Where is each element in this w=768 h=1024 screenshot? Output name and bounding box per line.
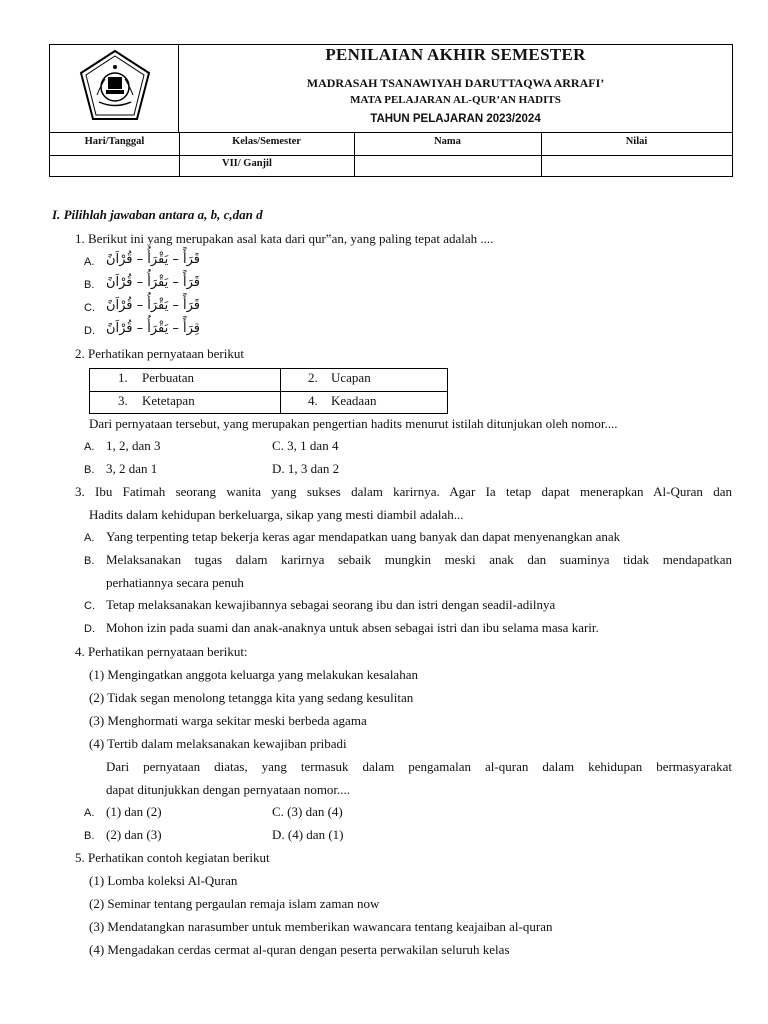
school-name: MADRASAH TSANAWIYAH DARUTTAQWA ARRAFI’ (306, 76, 605, 90)
q2-option-a: 1, 2, dan 3 (106, 438, 161, 453)
q5-item-4: (4) Mengadakan cerdas cermat al-quran dengan peserta perwakilan seluruh kelas (89, 942, 510, 957)
question-3-line-1: 3. Ibu Fatimah seorang wanita yang sukses dalam karirnya. Agar Ia tetap dapat menerapkan Al-Quran dan (75, 484, 732, 499)
q3-option-c: Tetap melaksanakan kewajibannya sebagai seorang ibu dan istri dengan seadil-adilnya (106, 597, 556, 612)
q2-letter-a: A. (84, 441, 95, 453)
class-value: VII/ Ganjil (222, 158, 272, 169)
q2-letter-b: B. (84, 464, 95, 476)
question-2-prompt: Dari pernyataan tersebut, yang merupakan pengertian hadits menurut istilah ditunjukan oleh nomor.... (89, 416, 618, 431)
q3-letter-d: D. (84, 623, 95, 635)
col-class-header: Kelas/Semester (232, 136, 301, 147)
q5-item-1: (1) Lomba koleksi Al-Quran (89, 873, 238, 888)
q5-item-2: (2) Seminar tentang pergaulan remaja islam zaman now (89, 896, 380, 911)
q4-option-c: C. (3) dan (4) (272, 804, 343, 819)
q3-option-b-cont: perhatiannya secara penuh (106, 575, 244, 590)
q1-option-d: قِرَأً – يَقْرَأُ – قُرْاَنً (105, 321, 200, 336)
q3-letter-c: C. (84, 600, 95, 612)
q2-option-d: D. 1, 3 dan 2 (272, 461, 340, 476)
q4-letter-b: B. (84, 830, 95, 842)
stmt-2-num: 2. (308, 370, 318, 385)
col-score-header: Nilai (625, 136, 648, 147)
section-number: I. (52, 207, 61, 222)
section-title (52, 207, 263, 223)
q3-letter-a: A. (84, 532, 95, 544)
q2-option-c: C. 3, 1 dan 4 (272, 438, 339, 453)
stmt-3-num: 3. (118, 393, 128, 408)
stmt-2-text: Ucapan (331, 370, 371, 385)
q1-option-c: قَرَأً – يَقْرَأُ – قُرْاَنً (105, 298, 200, 313)
q1-option-b: قَرَأً – يَقْرَأُ – قُرْاَنً (105, 275, 200, 290)
q5-item-3: (3) Mendatangkan narasumber untuk memberikan wawancara tentang keajaiban al-quran (89, 919, 553, 934)
academic-year: TAHUN PELAJARAN 2023/2024 (370, 113, 541, 125)
section-instruction: Pilihlah jawaban antara a, b, c,dan d (63, 207, 263, 222)
stmt-1-num: 1. (118, 370, 128, 385)
q4-letter-a: A. (84, 807, 95, 819)
q2-option-b: 3, 2 dan 1 (106, 461, 158, 476)
question-4-prompt-1: Dari pernyataan diatas, yang termasuk dalam pengamalan al-quran dalam kehidupan bermasyarakat (106, 759, 732, 774)
q4-item-1: (1) Mengingatkan anggota keluarga yang melakukan kesalahan (89, 667, 418, 682)
ministry-logo-icon (75, 47, 155, 127)
q4-item-4: (4) Tertib dalam melaksanakan kewajiban pribadi (89, 736, 347, 751)
q1-letter-c: C. (84, 302, 95, 314)
question-4-prompt-2: dapat ditunjukkan dengan pernyataan nomor.... (106, 782, 351, 797)
exam-header (49, 44, 733, 177)
stmt-4-num: 4. (308, 393, 318, 408)
info-grid (50, 132, 732, 176)
question-1: 1. Berikut ini yang merupakan asal kata dari qur‟an, yang paling tepat adalah .... (75, 231, 494, 246)
stmt-1-text: Perbuatan (142, 370, 194, 385)
statement-table (89, 368, 448, 414)
stmt-3-text: Ketetapan (142, 393, 195, 408)
subject-name: MATA PELAJARAN AL-QUR’AN HADITS (350, 94, 561, 106)
stmt-4-text: Keadaan (331, 393, 377, 408)
q3-option-a: Yang terpenting tetap bekerja keras agar mendapatkan uang banyak dan dapat menyenangkan anak (106, 529, 621, 544)
q3-option-d: Mohon izin pada suami dan anak-anaknya untuk absen sebagai istri dan ibu selama masa karir. (106, 620, 599, 635)
q4-option-d: D. (4) dan (1) (272, 827, 344, 842)
q4-item-3: (3) Menghormati warga sekitar meski berbeda agama (89, 713, 367, 728)
q1-letter-b: B. (84, 279, 95, 291)
col-name-header: Nama (434, 136, 461, 147)
title-cell (179, 45, 732, 132)
question-2: 2. Perhatikan pernyataan berikut (75, 346, 244, 361)
exam-title: PENILAIAN AKHIR SEMESTER (325, 45, 586, 64)
q4-option-b: (2) dan (3) (106, 827, 162, 842)
q4-option-a: (1) dan (2) (106, 804, 162, 819)
q1-letter-a: A. (84, 256, 95, 268)
question-5: 5. Perhatikan contoh kegiatan berikut (75, 850, 270, 865)
q1-option-a: قَرَأً – يَقْرَأُ – قُرْاَنً (105, 252, 200, 267)
q1-letter-d: D. (84, 325, 95, 337)
q4-item-2: (2) Tidak segan menolong tetangga kita yang sedang kesulitan (89, 690, 414, 705)
logo-cell (50, 45, 179, 132)
q3-option-b: Melaksanakan tugas dalam karirnya sebaik mungkin meski anak dan suaminya tidak mendapatkan (106, 552, 732, 567)
question-3-line-2: Hadits dalam kehidupan berkeluarga, sikap yang mesti diambil adalah... (89, 507, 464, 522)
col-date-header: Hari/Tanggal (84, 136, 145, 147)
question-4: 4. Perhatikan pernyataan berikut: (75, 644, 248, 659)
q3-letter-b: B. (84, 555, 95, 567)
